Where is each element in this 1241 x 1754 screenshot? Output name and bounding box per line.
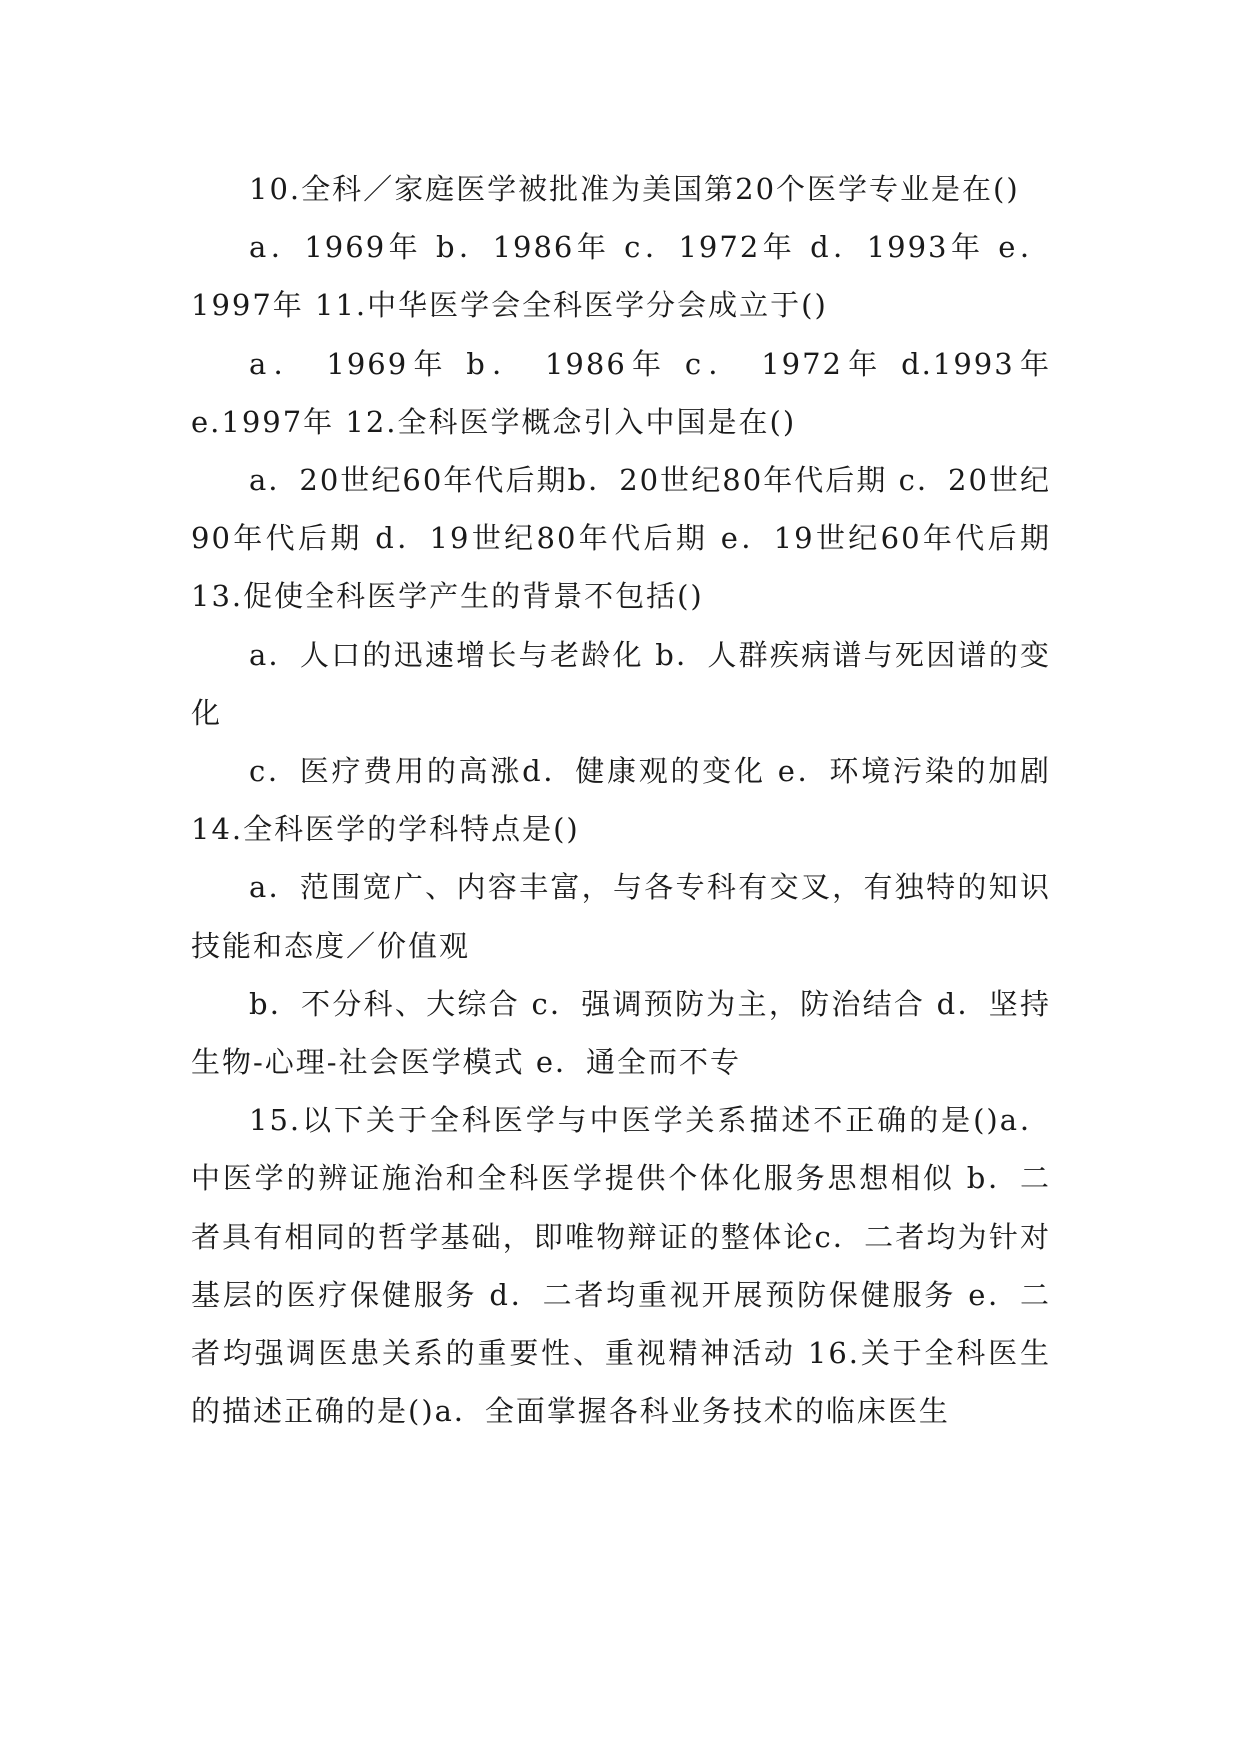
paragraph-q10: 10.全科／家庭医学被批准为美国第20个医学专业是在() xyxy=(249,172,1020,206)
paragraph-q14-option-a: a．范围宽广、内容丰富，与各专科有交叉，有独特的知识技能和态度／价值观 xyxy=(191,870,1051,963)
paragraph-q14-options-bcde: b．不分科、大综合 c．强调预防为主，防治结合 d．坚持生物-心理-社会医学模式 e．通全而不专 xyxy=(191,986,1051,1080)
paragraph-q12-options-q13: a．20世纪60年代后期b．20世纪80年代后期 c．20世纪90年代后期 d．19世纪80年代后期 e．19世纪60年代后期 13.促使全科医学产生的背景不包括() xyxy=(191,463,1051,614)
paragraph-q13-options-ab: a．人口的迅速增长与老龄化 b．人群疾病谱与死因谱的变化 xyxy=(191,637,1051,730)
paragraph-q15-q16: 15.以下关于全科医学与中医学关系描述不正确的是()a．中医学的辨证施治和全科医学提供个体化服务思想相似 b．二者具有相同的哲学基础，即唯物辩证的整体论c．二者均为针对基层的医疗保健服务 d．二者均重视开展预防保健服务 e．二者均强调医患关系的重要性、重视精神活动 16.关于全科医生的描述正确的是()a．全面掌握各科业务技术的临床医生 xyxy=(191,1103,1051,1429)
document-body xyxy=(191,160,1051,1440)
paragraph-q10-options-q11: a．1969年 b．1986年 c．1972年 d．1993年 e．1997年 11.中华医学会全科医学分会成立于() xyxy=(191,230,1051,323)
paragraph-q13-options-cde-q14: c．医疗费用的高涨d．健康观的变化 e．环境污染的加剧 14.全科医学的学科特点是() xyxy=(191,754,1051,847)
paragraph-q11-options-q12: a． 1969年 b． 1986年 c． 1972年 d.1993年 e.1997年 12.全科医学概念引入中国是在() xyxy=(191,346,1051,439)
